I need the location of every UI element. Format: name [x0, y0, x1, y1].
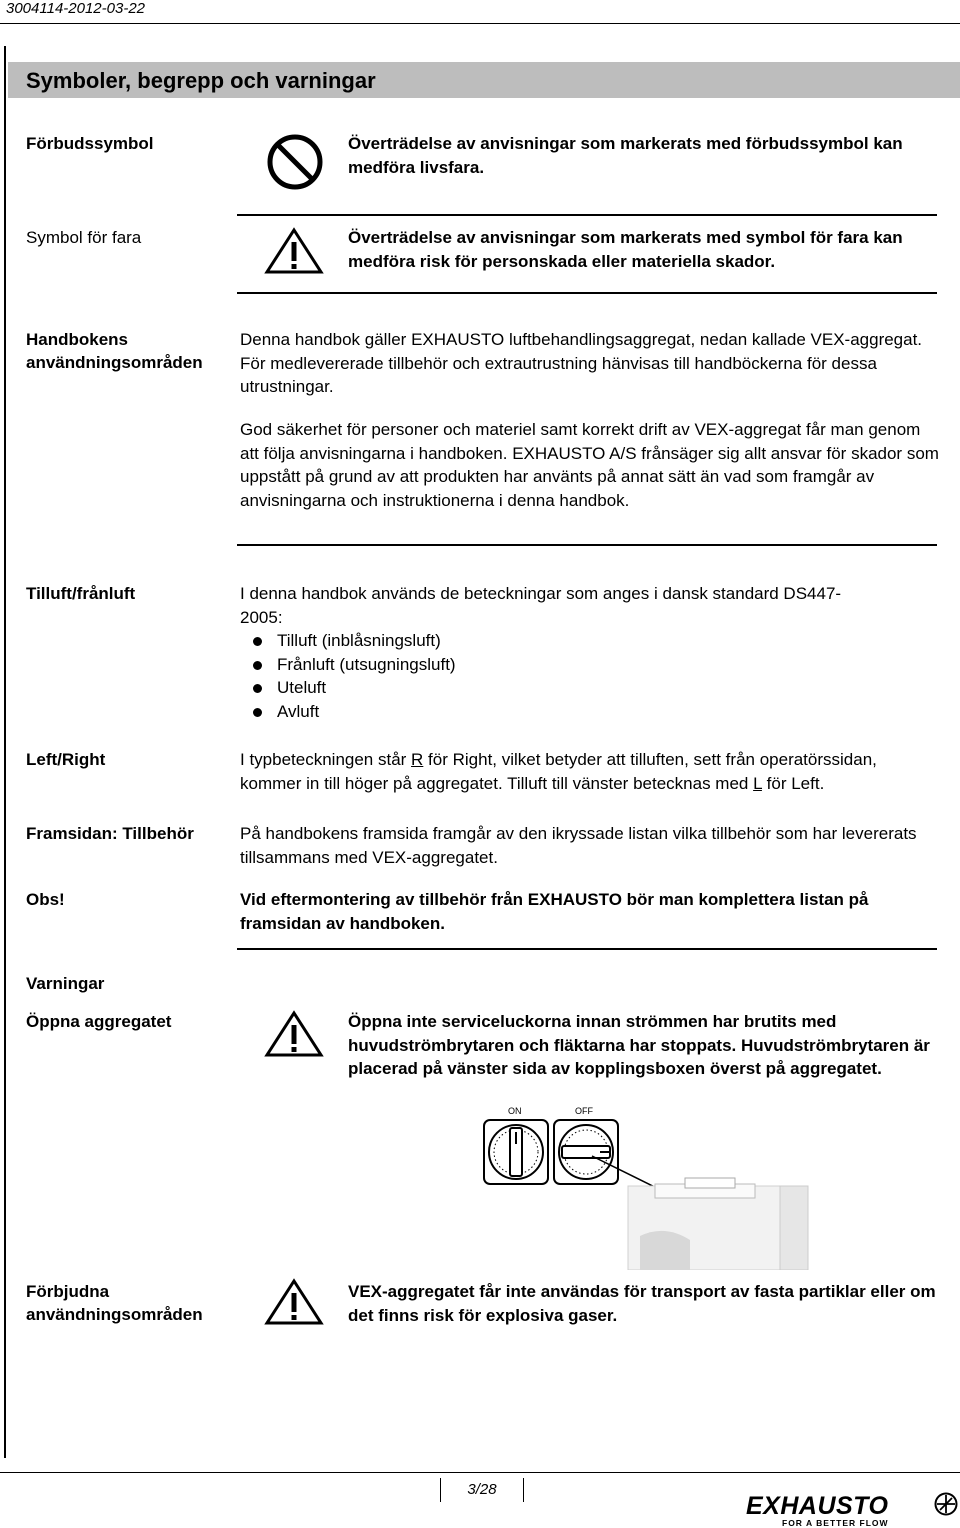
- section-title-bar: [8, 62, 960, 98]
- list-item: Avluft: [240, 700, 940, 724]
- text-handbok-para2: God säkerhet för personer och materiel samt korrekt drift av VEX-aggregat får man genom att följa anvisningarna i handboken. EXHAUSTO A/S frånsäger sig allt ansvar för skador som uppstått på grund av att produkten har använts på annat sätt än vad som framgår av anvisningarna och instruktionerna i denna handbok.: [240, 420, 939, 510]
- divider: [237, 544, 937, 546]
- list-item: Tilluft (inblåsningsluft): [240, 629, 940, 653]
- label-oppna-aggregatet: Öppna aggregatet: [26, 1012, 172, 1031]
- label-varningar: Varningar: [26, 974, 105, 993]
- document-id: 3004114-2012-03-22: [6, 0, 146, 17]
- header-rule: [0, 23, 960, 24]
- footer-rule: [0, 1472, 960, 1473]
- text-forbudssymbol: Överträdelse av anvisningar som markerats med förbudssymbol kan medföra livsfara.: [348, 134, 903, 177]
- label-forbudssymbol: Förbudssymbol: [26, 134, 154, 153]
- label-forbjudna-anvandningsomraden: Förbjudna användningsområden: [26, 1282, 203, 1324]
- text-oppna-aggregatet: Öppna inte serviceluckorna innan strömmen har brutits med huvudströmbrytaren och fläktarna har stoppats. Huvudströmbrytaren är placerad på vänster sida av kopplingsboxen överst på aggregatet.: [348, 1012, 930, 1078]
- text-left-right: I typbeteckningen står R för Right, vilket betyder att tilluften, sett från operatörssidan, kommer in till höger på aggregatet. Tilluft till vänster betecknas med L för Left.: [240, 750, 877, 793]
- page-title: Symboler, begrepp och varningar: [26, 68, 376, 93]
- prohibition-icon: [265, 132, 325, 192]
- label-obs: Obs!: [26, 890, 65, 909]
- text-obs: Vid eftermontering av tillbehör från EXHAUSTO bör man komplettera listan på framsidan av handboken.: [240, 890, 869, 933]
- text-framsidan: På handbokens framsida framgår av den ikryssade listan vilka tillbehör som har levererats tillsammans med VEX-aggregatet.: [240, 824, 917, 867]
- list-item: Frånluft (utsugningsluft): [240, 653, 940, 677]
- switch-diagram: [480, 1116, 810, 1270]
- warning-triangle-icon: [264, 1010, 324, 1058]
- text-handbok-para1: Denna handbok gäller EXHAUSTO luftbehandlingsaggregat, nedan kallade VEX-aggregat. För medlevererade tillbehör och extrautrustning hänvisas till handböckerna för dessa utrustningar.: [240, 330, 923, 396]
- margin-rule: [4, 46, 6, 1458]
- logo-tagline: FOR A BETTER FLOW: [782, 1518, 889, 1528]
- label-symbol-for-fara: Symbol för fara: [26, 228, 142, 247]
- list-item: Uteluft: [240, 676, 940, 700]
- text-tilluft-intro: I denna handbok används de beteckningar som anges i dansk standard DS447-2005:: [240, 584, 842, 627]
- logo-wordmark: EXHAUSTO: [746, 1492, 889, 1520]
- page-number: 3/28: [440, 1478, 524, 1502]
- switch-on-label: ON: [508, 1106, 522, 1116]
- divider: [237, 948, 937, 950]
- text-symbol-for-fara: Överträdelse av anvisningar som markerats med symbol för fara kan medföra risk för personskada eller materiella skador.: [348, 228, 903, 271]
- label-handbokens-anvandningsomraden: Handbokens användningsområden: [26, 330, 203, 372]
- main-switch-illustration: [480, 1100, 810, 1270]
- warning-triangle-icon: [264, 227, 324, 275]
- text-forbjudna: VEX-aggregatet får inte användas för transport av fasta partiklar eller om det finns risk för explosiva gaser.: [348, 1282, 936, 1325]
- label-framsidan-tillbehor: Framsidan: Tillbehör: [26, 824, 194, 843]
- switch-off-label: OFF: [575, 1106, 593, 1116]
- logo-emblem-icon: [934, 1492, 958, 1516]
- label-tilluft-franluft: Tilluft/frånluft: [26, 584, 136, 603]
- label-left-right: Left/Right: [26, 750, 106, 769]
- divider: [237, 292, 937, 294]
- air-terms-list: [240, 629, 940, 723]
- divider: [237, 214, 937, 216]
- warning-triangle-icon: [264, 1278, 324, 1326]
- exhausto-logo: [746, 1492, 960, 1527]
